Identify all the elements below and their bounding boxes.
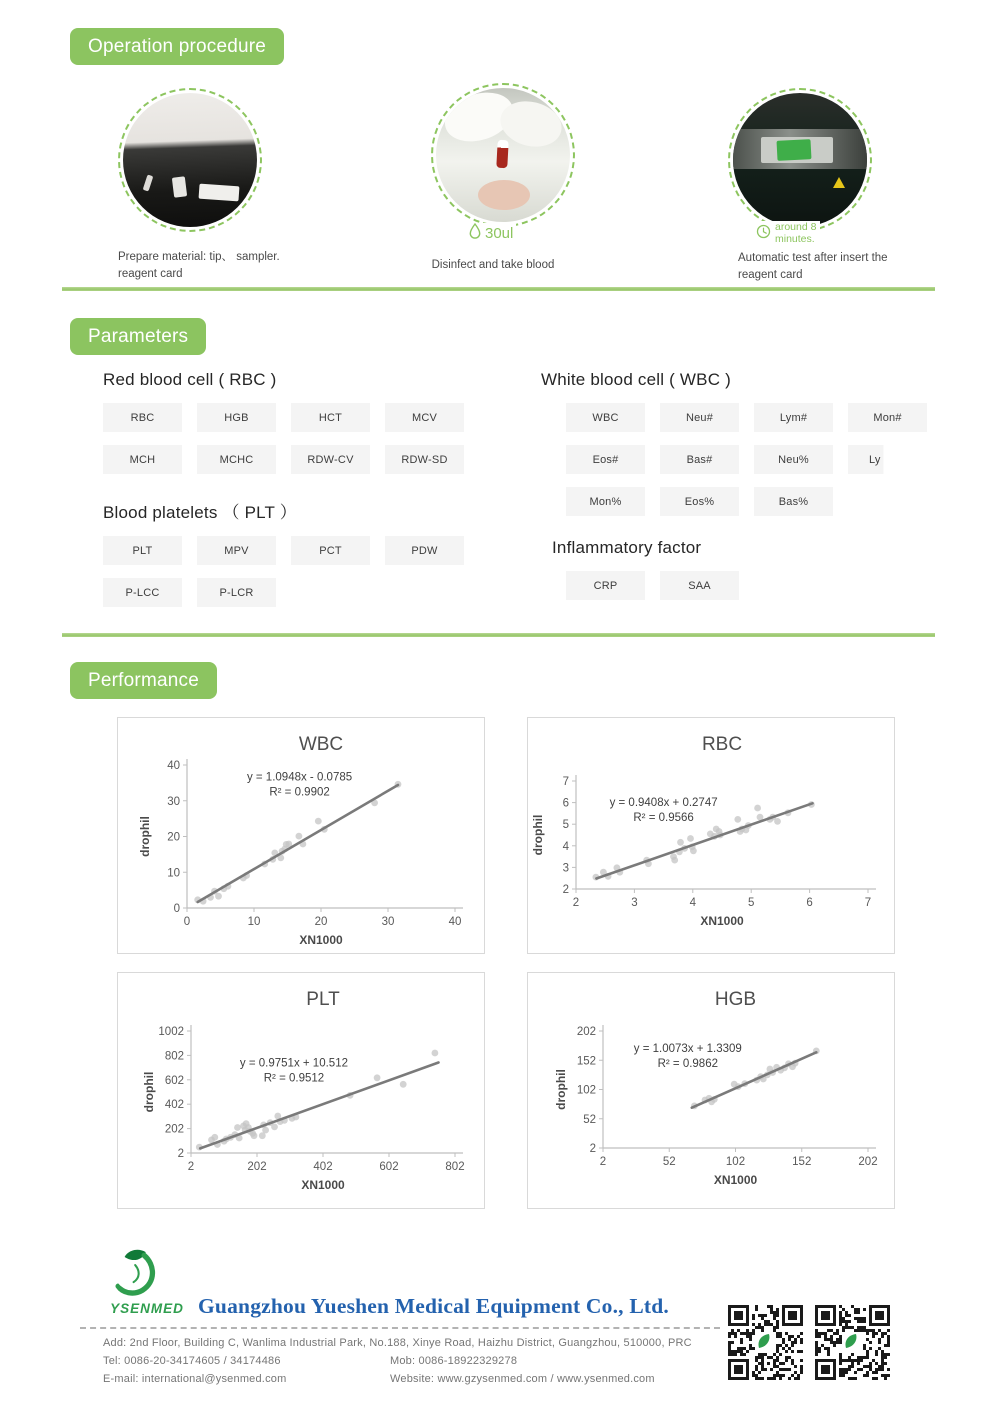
section-badge-parameters: Parameters [70,318,206,355]
clock-icon [756,224,771,243]
chart-title: PLT [306,989,340,1010]
caption-text: Prepare material: tip、 sampler. [118,251,280,263]
y-tick-label: 52 [583,1113,596,1126]
parameter-chip-lym: Lym# [754,403,833,432]
qr-code-2 [815,1305,890,1380]
scatter-point [754,805,761,812]
param-group-plt [103,498,464,607]
scatter-point [262,1127,269,1134]
scatter-point [251,1132,258,1139]
parameter-chip-mcv: MCV [385,403,464,432]
sample-volume-text: 30ul [485,224,514,242]
parameter-chip-rdwcv: RDW-CV [291,445,370,474]
brand-name: YSENMED [110,1301,184,1316]
y-tick-label: 4 [562,840,569,853]
chart-title: WBC [298,734,344,755]
x-tick-label: 2 [187,1161,195,1173]
green-reagent-card [776,139,811,161]
param-group-title-inflammatory: Inflammatory factor [552,538,702,557]
parameter-chip-saa: SAA [660,571,739,600]
scatter-point [677,839,684,846]
y-tick-label: 202 [164,1123,184,1136]
parameter-chip-rbc: RBC [103,403,182,432]
parameter-chip-hct: HCT [291,403,370,432]
r-squared-label: R² = 0.9566 [633,811,694,824]
x-tick-label: 20 [314,916,328,928]
parameter-chip-mon: Mon% [566,487,645,516]
chart-svg-plt [118,973,484,1208]
y-tick-label: 102 [576,1084,596,1097]
scatter-point [671,857,678,864]
finger-shape [478,180,530,210]
chart-panel-plt [117,972,485,1209]
x-tick-label: 40 [448,916,462,928]
x-tick-label: 152 [792,1156,812,1168]
parameter-chip-plcr: P-LCR [197,578,276,607]
company-name: Guangzhou Yueshen Medical Equipment Co., Ltd. [198,1294,669,1318]
step1-photo-materials [123,93,257,227]
chart-panel-wbc [117,717,485,954]
equation-label: y = 0.9751x + 10.512 [239,1057,348,1070]
param-group-wbc [541,370,927,516]
y-tick-label: 20 [167,831,180,844]
scatter-point [690,847,697,854]
parameter-chip-ly: Ly [848,445,927,474]
x-tick-label: 2 [572,897,580,909]
chart-svg-wbc [118,718,484,953]
y-tick-label: 202 [576,1026,596,1038]
chart-svg-hgb [528,973,894,1208]
param-chip-grid [566,403,927,516]
y-tick-label: 0 [173,903,180,915]
parameter-chip-mch: MCH [103,445,182,474]
parameter-chip-plt: PLT [103,536,182,565]
qr-code-1 [728,1305,803,1380]
parameter-chip-eos: Eos% [660,487,739,516]
scatter-point [734,816,741,823]
scatter-point [400,1081,407,1088]
y-axis-label: drophil [554,1069,568,1110]
param-chip-grid [103,403,464,474]
parameter-chip-rdwsd: RDW-SD [385,445,464,474]
scatter-point [432,1050,439,1057]
chart-svg-rbc [528,718,894,953]
param-group-inflammatory [552,538,927,600]
caption-text: reagent card [118,268,183,281]
scatter-point [774,818,781,825]
footer-dashed-divider [80,1327,720,1329]
parameter-chip-crp: CRP [566,571,645,600]
qr-code-svg [728,1305,803,1380]
footer-website: Website: www.gzysenmed.com / www.ysenmed.com [390,1373,655,1385]
step2-photo-blood-draw [436,88,570,222]
r-squared-label: R² = 0.9902 [269,786,330,799]
y-tick-label: 402 [164,1099,184,1112]
scatter-point [215,893,222,900]
parameter-chip-mchc: MCHC [197,445,276,474]
footer-tel: Tel: 0086-20-34174605 / 34174486 [103,1355,281,1367]
y-tick-label: 2 [562,884,569,896]
warning-triangle-icon [833,177,845,188]
x-tick-label: 202 [858,1156,878,1168]
y-tick-label: 1002 [158,1026,184,1038]
parameter-chip-bas: Bas# [660,445,739,474]
x-tick-label: 602 [379,1161,399,1173]
y-tick-label: 30 [167,795,180,808]
y-axis-label: drophil [531,814,545,856]
param-group-title-plt: Blood platelets （ PLT ） [103,503,297,522]
y-tick-label: 802 [164,1050,184,1063]
y-tick-label: 152 [576,1055,596,1068]
duration-line2: minutes. [775,232,815,245]
equation-label: y = 1.0948x - 0.0785 [246,771,353,784]
param-group-title-rbc: Red blood cell ( RBC ) [103,370,277,389]
parameter-chip-plcc: P-LCC [103,578,182,607]
x-axis-label: XN1000 [700,914,744,928]
parameter-chip-wbc: WBC [566,403,645,432]
param-group-rbc [103,370,464,474]
step3-photo-analyzer [733,93,867,227]
tip-item [143,174,154,191]
x-axis-label: XN1000 [299,933,343,947]
footer-mob: Mob: 0086-18922329278 [390,1355,518,1367]
x-tick-label: 0 [183,916,191,928]
x-tick-label: 4 [689,897,697,909]
y-tick-label: 2 [177,1148,184,1160]
equation-label: y = 1.0073x + 1.3309 [633,1043,742,1056]
company-logo [110,1248,162,1305]
r-squared-label: R² = 0.9862 [657,1058,719,1071]
trend-line [596,803,812,878]
parameter-chip-pct: PCT [291,536,370,565]
qr-code-svg [815,1305,890,1380]
x-tick-label: 102 [725,1156,746,1168]
parameter-chip-neu: Neu# [660,403,739,432]
x-tick-label: 7 [864,897,872,909]
y-axis-label: drophil [138,816,152,857]
scatter-point [271,1124,278,1131]
chart-panel-hgb [527,972,895,1209]
scatter-point [211,1134,218,1141]
x-tick-label: 5 [747,897,755,909]
trend-line [198,785,398,902]
chart-title: RBC [701,734,743,755]
x-tick-label: 802 [445,1161,465,1173]
sampler-item [172,176,187,197]
section-divider [62,287,935,291]
section-badge-performance: Performance [70,662,217,699]
reagent-card-item [199,184,240,202]
caption-text: reagent card [738,269,803,282]
parameter-chip-bas: Bas% [754,487,833,516]
x-tick-label: 402 [313,1161,333,1173]
scatter-point [687,835,694,842]
parameter-chip-mpv: MPV [197,536,276,565]
scatter-point [234,1124,241,1131]
parameter-chip-hgb: HGB [197,403,276,432]
param-chip-grid [566,571,927,600]
test-duration-label [752,221,820,246]
x-axis-label: XN1000 [713,1173,758,1187]
x-tick-label: 6 [806,897,813,909]
step2-photo-circle [431,83,575,227]
param-chip-grid [103,536,464,607]
chart-title: HGB [714,989,757,1010]
y-tick-label: 3 [562,862,569,875]
chart-panel-rbc [527,717,895,954]
footer-email: E-mail: international@ysenmed.com [103,1373,287,1385]
scatter-point [374,1074,381,1081]
parameter-chip-eos: Eos# [566,445,645,474]
section-divider [62,633,935,637]
droplet-icon [469,223,481,243]
x-tick-label: 202 [247,1161,267,1173]
parameter-chip-mon: Mon# [848,403,927,432]
blood-tube-shape [496,140,508,169]
y-tick-label: 5 [562,819,569,832]
footer-address: Add: 2nd Floor, Building C, Wanlima Industrial Park, No.188, Xinye Road, Haizhu District, Guangzhou, 510000, PRC [103,1337,692,1349]
x-tick-label: 3 [631,897,638,909]
r-squared-label: R² = 0.9512 [263,1072,325,1085]
y-tick-label: 2 [589,1143,596,1155]
section-badge-operation-procedure: Operation procedure [70,28,284,65]
x-axis-label: XN1000 [301,1178,345,1192]
sample-volume-label [466,223,516,243]
x-tick-label: 10 [247,916,261,928]
y-tick-label: 10 [167,867,180,880]
scatter-point [296,833,303,840]
y-tick-label: 6 [562,797,569,810]
parameter-chip-pdw: PDW [385,536,464,565]
x-tick-label: 52 [662,1156,676,1168]
scatter-point [315,818,322,825]
step1-caption [118,249,308,284]
step1-photo-circle [118,88,262,232]
step3-caption [738,250,908,285]
caption-text: Disinfect and take blood [431,259,555,271]
x-tick-label: 2 [599,1156,607,1168]
y-axis-label: drophil [142,1071,156,1113]
y-tick-label: 602 [164,1074,184,1087]
step3-photo-circle [728,88,872,232]
y-tick-label: 7 [562,776,569,788]
caption-text: Automatic test after insert the [738,252,888,264]
equation-label: y = 0.9408x + 0.2747 [609,796,718,809]
parameter-chip-neu: Neu% [754,445,833,474]
step2-caption [403,257,583,274]
y-tick-label: 40 [167,760,180,772]
x-tick-label: 30 [381,916,395,928]
param-group-title-wbc: White blood cell ( WBC ) [541,370,731,389]
duration-line1: around 8 [775,221,817,233]
